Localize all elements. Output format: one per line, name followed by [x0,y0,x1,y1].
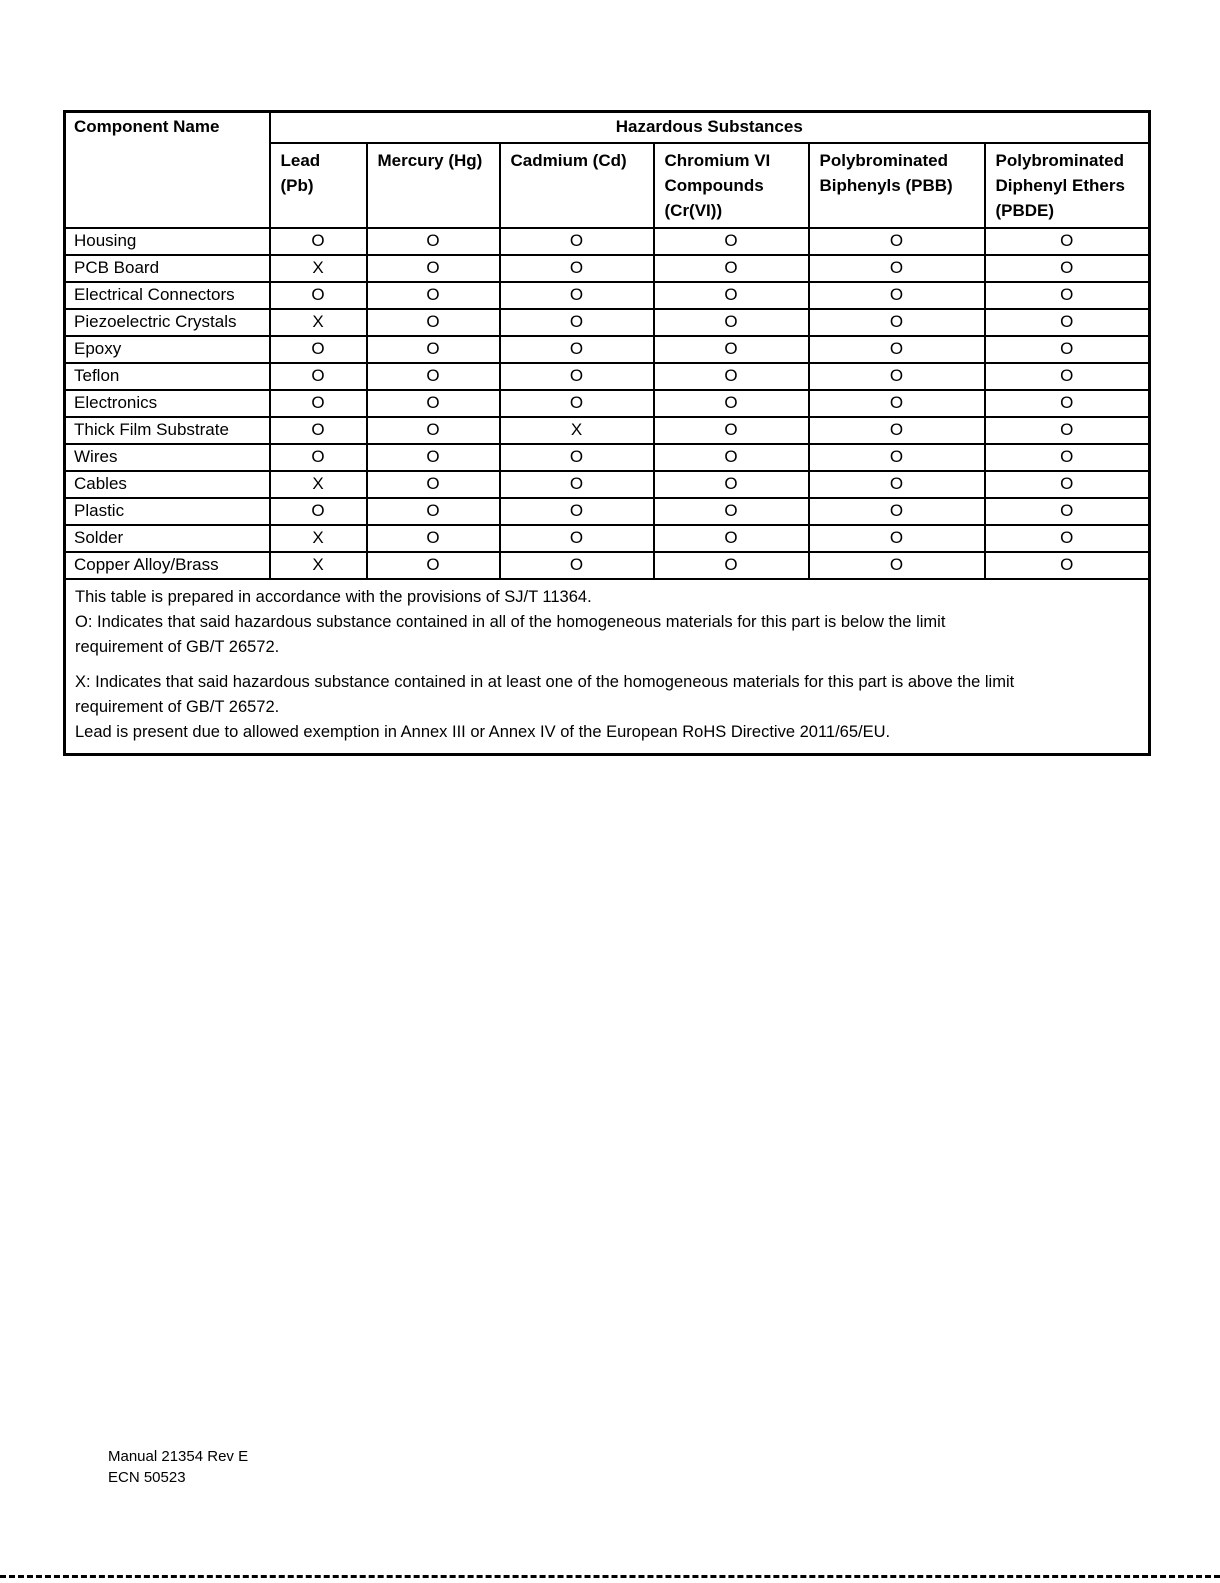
substance-column-header: Polybrominated Biphenyls (PBB) [809,143,985,228]
substance-value-cell: O [654,417,809,444]
substance-value-cell: O [654,444,809,471]
substance-value-cell: O [985,282,1150,309]
table-note [75,670,1138,720]
component-name-cell: Electrical Connectors [65,282,270,309]
substance-value-cell: O [367,282,500,309]
substance-value-cell: O [809,255,985,282]
table-notes [65,579,1150,755]
note-line: requirement of GB/T 26572. [75,637,280,656]
substance-value-cell: O [500,444,654,471]
substance-column-header: Chromium VI Compounds (Cr(VI)) [654,143,809,228]
group-header-row [65,112,1150,143]
component-name-cell: Solder [65,525,270,552]
component-row [65,552,1150,579]
table-body [65,228,1150,579]
substance-value-cell: O [985,255,1150,282]
substance-value-cell: O [500,525,654,552]
substance-value-cell: O [985,363,1150,390]
note-line: X: Indicates that said hazardous substance contained in at least one of the homogeneous materials for this part is above the limit [75,672,1015,691]
substance-value-cell: O [270,390,367,417]
substance-value-cell: O [367,552,500,579]
substance-value-cell: O [809,363,985,390]
substance-value-cell: O [654,228,809,255]
component-name-cell: Thick Film Substrate [65,417,270,444]
component-row [65,228,1150,255]
component-row [65,525,1150,552]
substance-value-cell: O [367,255,500,282]
substance-value-cell: O [654,525,809,552]
substance-value-cell: O [500,390,654,417]
table-note [75,720,1138,745]
substance-value-cell: O [985,525,1150,552]
substance-value-cell: O [367,498,500,525]
substance-value-cell: O [270,282,367,309]
page-break-dashed-line [0,1575,1220,1578]
component-row [65,282,1150,309]
substance-column-header: Cadmium (Cd) [500,143,654,228]
substance-value-cell: O [654,498,809,525]
component-row [65,390,1150,417]
substance-value-cell: O [367,309,500,336]
note-line: Lead is present due to allowed exemption in Annex III or Annex IV of the European RoHS Directive 2011/65/EU. [75,722,891,741]
component-name-cell: Piezoelectric Crystals [65,309,270,336]
substance-value-cell: O [985,390,1150,417]
substance-value-cell: O [809,498,985,525]
component-row [65,309,1150,336]
substance-value-cell: O [985,444,1150,471]
component-name-cell: Housing [65,228,270,255]
substance-value-cell: O [500,255,654,282]
component-name-cell: Wires [65,444,270,471]
substance-value-cell: O [270,417,367,444]
note-line: This table is prepared in accordance with the provisions of SJ/T 11364. [75,587,592,606]
substance-value-cell: O [809,525,985,552]
substance-value-cell: O [985,552,1150,579]
substance-value-cell: O [500,228,654,255]
substance-value-cell: O [500,309,654,336]
component-name-cell: Plastic [65,498,270,525]
substance-value-cell: O [367,471,500,498]
substance-value-cell: O [654,255,809,282]
substance-value-cell: O [270,498,367,525]
note-line: O: Indicates that said hazardous substance contained in all of the homogeneous materials for this part is below the limit [75,612,946,631]
substance-value-cell: O [809,552,985,579]
substance-value-cell: O [985,498,1150,525]
substance-value-cell: O [270,336,367,363]
component-row [65,336,1150,363]
substance-value-cell: O [500,282,654,309]
page-footer [108,1446,248,1488]
hazardous-substances-table [63,110,1151,756]
substance-value-cell: O [270,228,367,255]
table-note [75,585,1138,610]
substance-column-header: Polybrominated Diphenyl Ethers (PBDE) [985,143,1150,228]
component-row [65,255,1150,282]
substance-value-cell: X [270,471,367,498]
note-line: requirement of GB/T 26572. [75,697,280,716]
component-name-cell: Cables [65,471,270,498]
substance-value-cell: O [500,498,654,525]
component-name-cell: Teflon [65,363,270,390]
substance-value-cell: O [985,471,1150,498]
substance-column-header: Mercury (Hg) [367,143,500,228]
component-name-cell: Copper Alloy/Brass [65,552,270,579]
substance-value-cell: O [500,471,654,498]
component-row [65,498,1150,525]
substance-value-cell: O [500,336,654,363]
substance-value-cell: O [654,309,809,336]
substance-value-cell: O [654,390,809,417]
substance-value-cell: O [809,228,985,255]
component-name-cell: PCB Board [65,255,270,282]
substance-value-cell: X [270,309,367,336]
substance-value-cell: O [367,444,500,471]
substance-value-cell: O [654,471,809,498]
component-row [65,471,1150,498]
component-name-cell: Epoxy [65,336,270,363]
hazardous-substances-header: Hazardous Substances [270,112,1150,143]
substance-value-cell: X [270,255,367,282]
component-name-cell: Electronics [65,390,270,417]
component-row [65,417,1150,444]
substance-value-cell: O [367,417,500,444]
substance-value-cell: O [809,417,985,444]
substance-value-cell: X [270,552,367,579]
substance-value-cell: O [654,336,809,363]
substance-value-cell: O [809,309,985,336]
substance-value-cell: O [500,363,654,390]
substance-value-cell: O [367,525,500,552]
substance-value-cell: O [367,336,500,363]
notes-row [65,579,1150,755]
substance-value-cell: O [809,282,985,309]
substance-value-cell: O [985,309,1150,336]
component-name-header: Component Name [65,112,270,228]
substance-value-cell: O [654,282,809,309]
substance-value-cell: O [809,390,985,417]
substance-value-cell: O [809,336,985,363]
substance-value-cell: O [985,336,1150,363]
substance-value-cell: O [809,444,985,471]
substance-value-cell: O [809,471,985,498]
substance-value-cell: O [654,552,809,579]
table-note [75,610,1138,660]
component-row [65,363,1150,390]
substance-value-cell: X [270,525,367,552]
ecn-number-text: ECN 50523 [108,1469,186,1486]
substance-value-cell: O [500,552,654,579]
substance-value-cell: O [270,363,367,390]
substance-value-cell: O [270,444,367,471]
component-row [65,444,1150,471]
substance-value-cell: O [367,228,500,255]
substance-column-header: Lead (Pb) [270,143,367,228]
substance-value-cell: O [985,228,1150,255]
substance-value-cell: X [500,417,654,444]
manual-revision-text: Manual 21354 Rev E [108,1448,249,1465]
substance-value-cell: O [367,390,500,417]
substance-value-cell: O [654,363,809,390]
substance-value-cell: O [367,363,500,390]
substance-value-cell: O [985,417,1150,444]
